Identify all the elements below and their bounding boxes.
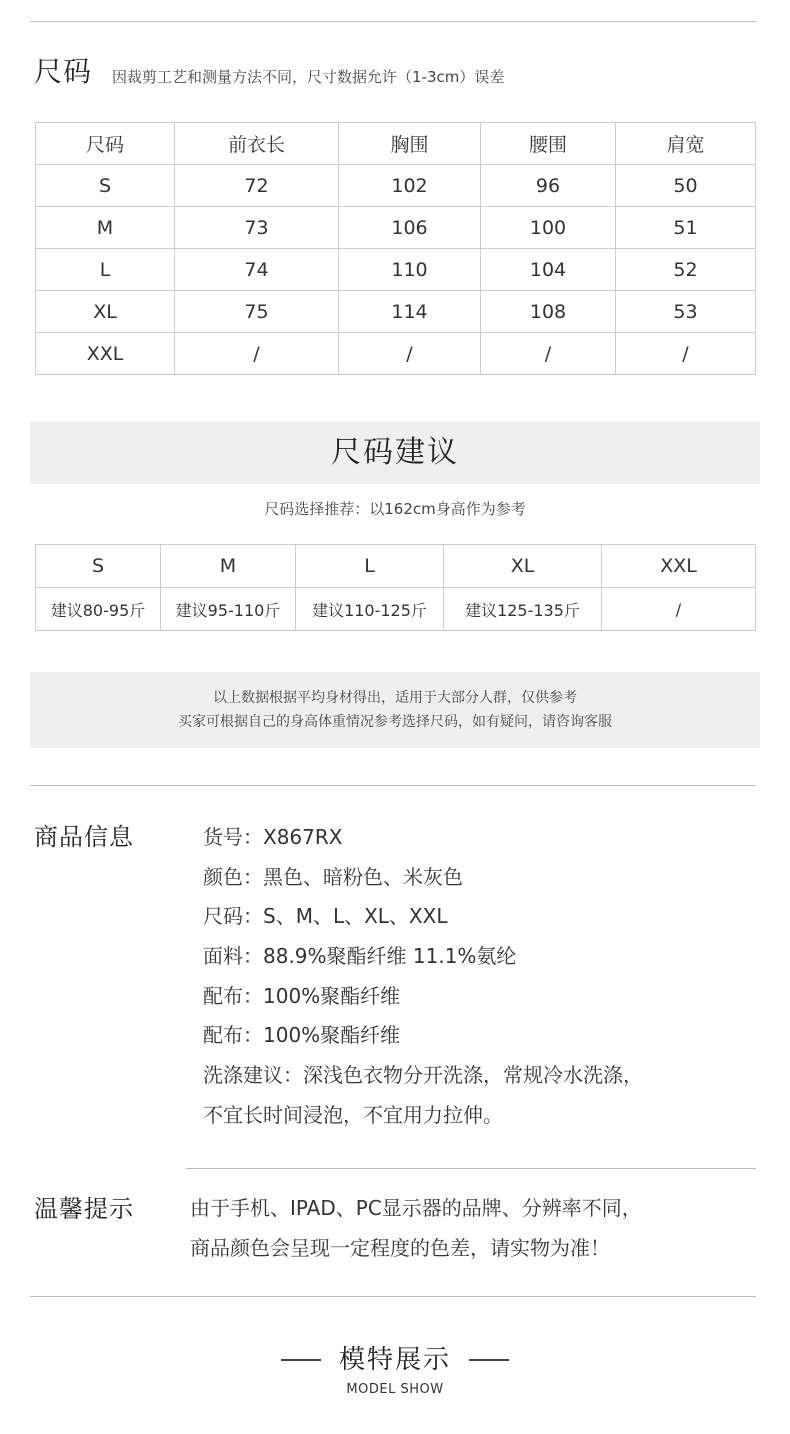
model-show-heading: [0, 1340, 790, 1380]
table-row: [36, 207, 756, 249]
product-info-line: 配布：100%聚酯纤维: [203, 1023, 401, 1048]
tips-line: 由于手机、IPAD、PC显示器的品牌、分辨率不同，: [190, 1196, 642, 1220]
table-cell: 100: [481, 207, 616, 249]
product-info-line: 面料：88.9%聚酯纤维 11.1%氨纶: [203, 944, 517, 969]
notice-box: [30, 672, 760, 748]
recommendation-size-cell: XXL: [602, 545, 756, 588]
table-cell: 102: [339, 165, 481, 207]
product-info-line: 不宜长时间浸泡，不宜用力拉伸。: [203, 1102, 503, 1127]
table-cell: 104: [481, 249, 616, 291]
tips-label: 温馨提示: [34, 1195, 134, 1223]
table-cell: 110: [339, 249, 481, 291]
table-cell: 108: [481, 291, 616, 333]
table-row: [36, 291, 756, 333]
table-cell: 73: [175, 207, 339, 249]
model-show-title: 模特展示: [338, 1345, 451, 1375]
table-cell: /: [616, 333, 756, 375]
table-cell: XXL: [36, 333, 175, 375]
recommendation-weight-cell: 建议95-110斤: [161, 588, 296, 631]
recommendation-size-row: [36, 545, 756, 588]
section-divider: [30, 785, 756, 786]
table-cell: M: [36, 207, 175, 249]
table-cell: 53: [616, 291, 756, 333]
table-cell: 114: [339, 291, 481, 333]
recommendation-subtitle: 尺码选择推荐：以162cm身高作为参考: [264, 500, 526, 518]
table-row: [36, 333, 756, 375]
table-row: [36, 249, 756, 291]
product-info-line: 颜色：黑色、暗粉色、米灰色: [203, 864, 463, 889]
product-info-label: 商品信息: [34, 823, 134, 851]
table-cell: S: [36, 165, 175, 207]
recommendation-weight-cell: 建议125-135斤: [444, 588, 602, 631]
table-cell: /: [481, 333, 616, 375]
table-cell: 106: [339, 207, 481, 249]
table-cell: L: [36, 249, 175, 291]
product-info-list: [203, 819, 643, 1137]
section-divider: [186, 1168, 756, 1169]
header-cell: 前衣长: [175, 123, 339, 165]
table-cell: 75: [175, 291, 339, 333]
notice-line: 以上数据根据平均身材得出，适用于大部分人群，仅供参考: [213, 690, 577, 706]
left-dash: [281, 1359, 321, 1361]
table-cell: /: [339, 333, 481, 375]
recommendation-size-cell: XL: [444, 545, 602, 588]
table-cell: 51: [616, 207, 756, 249]
notice-line: 买家可根据自己的身高体重情况参考选择尺码，如有疑问，请咨询客服: [178, 714, 612, 730]
size-section-title: 尺码: [34, 55, 93, 88]
recommendation-size-cell: M: [161, 545, 296, 588]
header-cell: 胸围: [339, 123, 481, 165]
section-divider: [30, 1296, 756, 1297]
size-table: [35, 122, 756, 375]
product-info-line: 洗涤建议：深浅色衣物分开洗涤，常规冷水洗涤，: [203, 1063, 643, 1088]
recommendation-table: [35, 544, 756, 631]
recommendation-weight-cell: /: [602, 588, 756, 631]
model-show-subtitle: MODEL SHOW: [346, 1382, 444, 1397]
header-cell: 肩宽: [616, 123, 756, 165]
header-cell: 尺码: [36, 123, 175, 165]
top-divider: [30, 21, 756, 22]
product-info-line: 尺码：S、M、L、XL、XXL: [203, 904, 448, 929]
recommendation-title: 尺码建议: [30, 422, 760, 484]
table-cell: /: [175, 333, 339, 375]
recommendation-weight-cell: 建议80-95斤: [36, 588, 161, 631]
right-dash: [469, 1359, 509, 1361]
size-section-note: 因裁剪工艺和测量方法不同，尺寸数据允许（1-3cm）误差: [112, 68, 505, 86]
table-cell: 96: [481, 165, 616, 207]
table-cell: 74: [175, 249, 339, 291]
table-cell: 72: [175, 165, 339, 207]
table-row: [36, 165, 756, 207]
table-cell: 50: [616, 165, 756, 207]
product-info-line: 货号：X867RX: [203, 825, 343, 849]
tips-list: [190, 1190, 642, 1270]
tips-line: 商品颜色会呈现一定程度的色差，请实物为准！: [190, 1236, 610, 1260]
size-table-header-row: [36, 123, 756, 165]
header-cell: 腰围: [481, 123, 616, 165]
table-cell: 52: [616, 249, 756, 291]
recommendation-weight-cell: 建议110-125斤: [296, 588, 444, 631]
recommendation-size-cell: S: [36, 545, 161, 588]
table-cell: XL: [36, 291, 175, 333]
recommendation-weight-row: [36, 588, 756, 631]
product-info-line: 配布：100%聚酯纤维: [203, 983, 401, 1008]
recommendation-size-cell: L: [296, 545, 444, 588]
